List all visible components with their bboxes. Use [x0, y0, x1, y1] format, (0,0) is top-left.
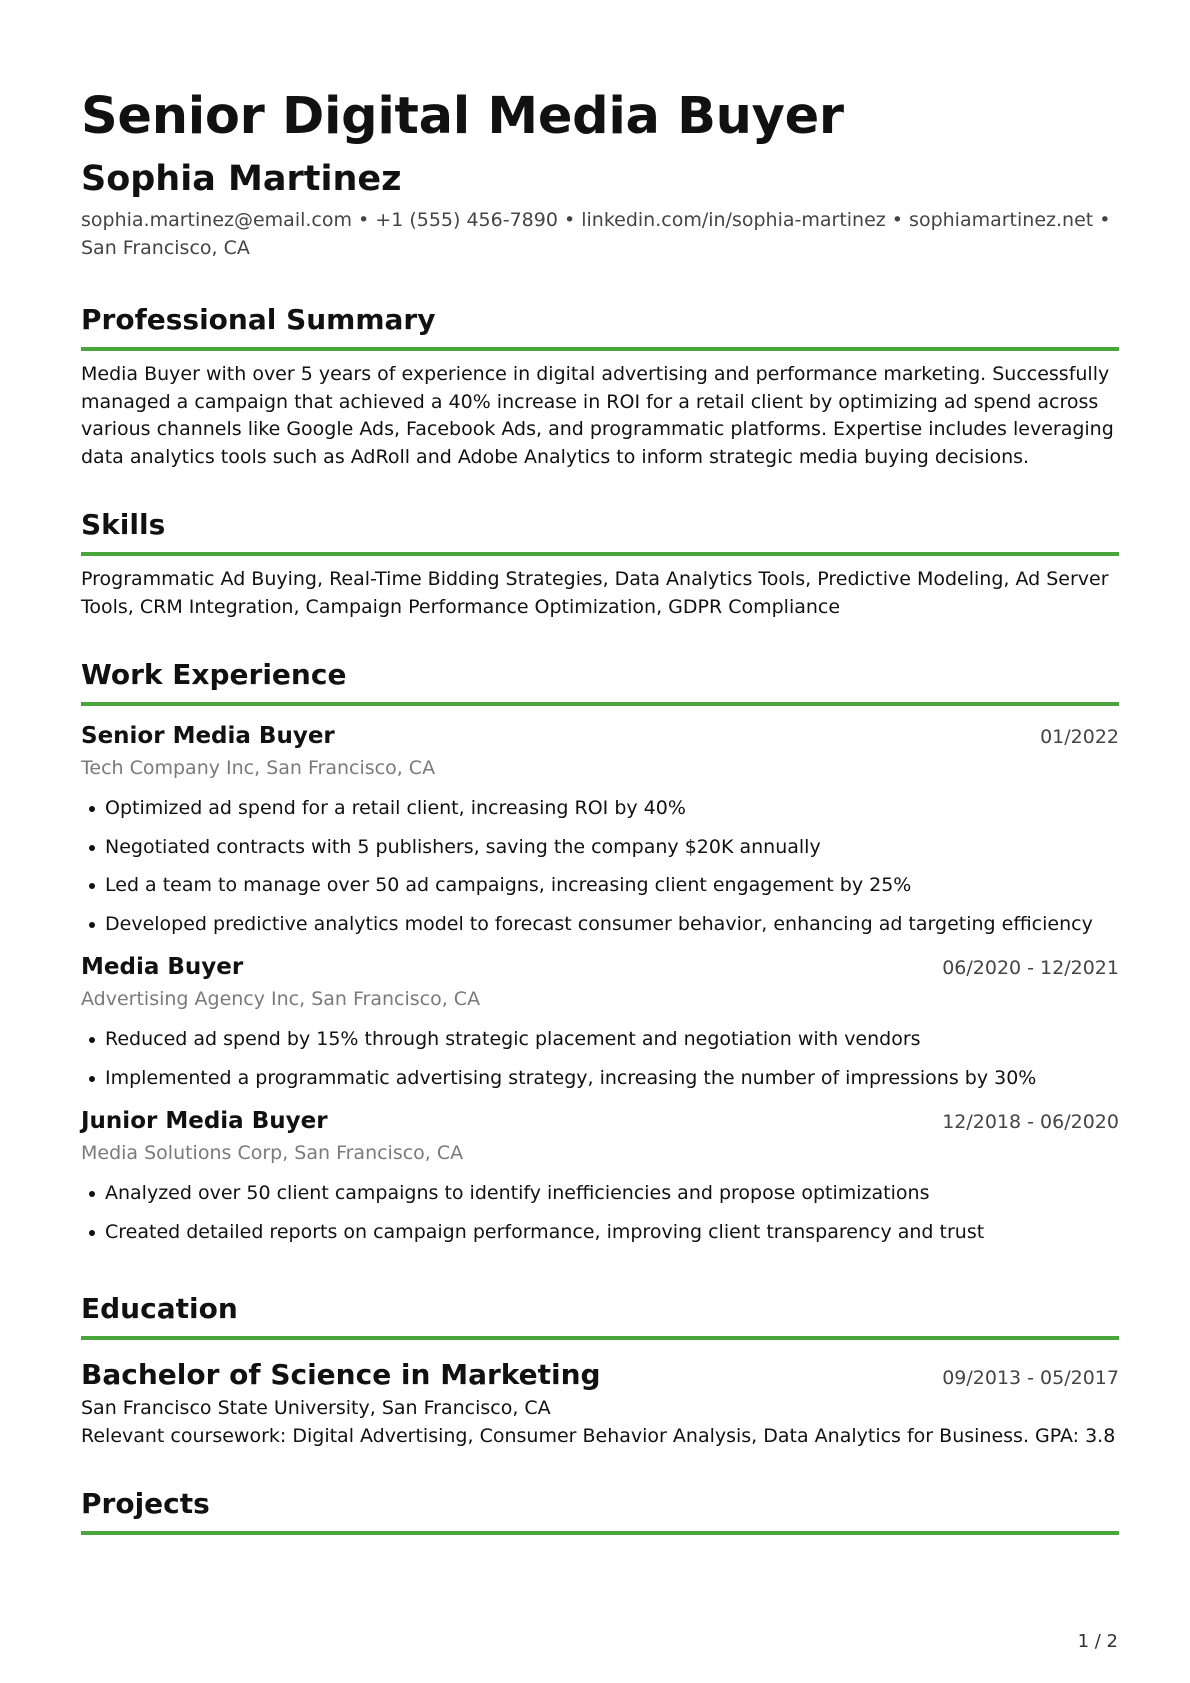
bullet-item — [81, 866, 1119, 905]
section-heading-experience: Work Experience — [81, 655, 1119, 706]
job-bullets — [81, 1174, 1119, 1251]
bullet-icon — [89, 845, 95, 851]
person-name: Sophia Martinez — [81, 159, 402, 199]
bullet-item — [81, 828, 1119, 867]
section-heading-projects: Projects — [81, 1484, 1119, 1535]
job-bullets — [81, 789, 1119, 943]
job-title: Senior Media Buyer — [81, 723, 335, 749]
job-date: 06/2020 - 12/2021 — [942, 957, 1119, 979]
education-degree: Bachelor of Science in Marketing — [81, 1358, 601, 1391]
skills-section — [81, 505, 1119, 621]
section-heading-summary: Professional Summary — [81, 300, 1119, 351]
bullet-icon — [89, 1230, 95, 1236]
education-section — [81, 1289, 1119, 1450]
education-school: San Francisco State University, San Francisco, CA — [81, 1397, 551, 1419]
bullet-text: Optimized ad spend for a retail client, increasing ROI by 40% — [105, 797, 686, 819]
job-entry — [81, 720, 1119, 943]
job-entry — [81, 1105, 1119, 1251]
job-title: Media Buyer — [81, 954, 244, 980]
bullet-text: Developed predictive analytics model to forecast consumer behavior, enhancing ad targeting efficiency — [105, 912, 1093, 935]
job-date: 12/2018 - 06/2020 — [942, 1111, 1119, 1133]
bullet-text: Created detailed reports on campaign performance, improving client transparency and trust — [105, 1220, 985, 1243]
bullet-icon — [89, 1037, 95, 1043]
resume-page — [81, 84, 1119, 1545]
job-bullets — [81, 1020, 1119, 1097]
bullet-icon — [89, 1191, 95, 1197]
page-number: 1 / 2 — [1077, 1631, 1118, 1652]
bullet-icon — [89, 922, 95, 928]
job-company: Advertising Agency Inc, San Francisco, CA — [81, 988, 481, 1010]
job-header — [81, 951, 1119, 983]
skills-text: Programmatic Ad Buying, Real-Time Bidding Strategies, Data Analytics Tools, Predictive Modeling, Ad Server Tools, CRM Integration, Campaign Performance Optimization, GDPR Compliance — [81, 568, 1109, 618]
bullet-icon — [89, 883, 95, 889]
bullet-text: Analyzed over 50 client campaigns to identify inefficiencies and propose optimizations — [105, 1182, 930, 1204]
education-date: 09/2013 - 05/2017 — [942, 1367, 1119, 1389]
bullet-text: Implemented a programmatic advertising strategy, increasing the number of impressions by 30% — [105, 1066, 1037, 1089]
section-heading-education: Education — [81, 1289, 1119, 1340]
bullet-item — [81, 1213, 1119, 1252]
document-title: Senior Digital Media Buyer — [81, 87, 844, 146]
job-header — [81, 1105, 1119, 1137]
bullet-item — [81, 1020, 1119, 1059]
education-header — [81, 1356, 1119, 1394]
bullet-item — [81, 1059, 1119, 1098]
bullet-item — [81, 1174, 1119, 1213]
job-entry — [81, 951, 1119, 1097]
projects-section — [81, 1484, 1119, 1535]
section-heading-skills: Skills — [81, 505, 1119, 556]
contact-line: sophia.martinez@email.com • +1 (555) 456-7890 • linkedin.com/in/sophia-martinez • sophiamartinez.net • San Francisco, CA — [81, 209, 1111, 259]
job-company: Media Solutions Corp, San Francisco, CA — [81, 1142, 464, 1164]
bullet-icon — [89, 806, 95, 812]
bullet-text: Led a team to manage over 50 ad campaigns, increasing client engagement by 25% — [105, 874, 912, 896]
bullet-text: Reduced ad spend by 15% through strategic placement and negotiation with vendors — [105, 1028, 921, 1050]
job-date: 01/2022 — [1040, 726, 1119, 748]
job-title: Junior Media Buyer — [81, 1108, 328, 1134]
education-details: Relevant coursework: Digital Advertising, Consumer Behavior Analysis, Data Analytics for Business. GPA: 3.8 — [81, 1425, 1116, 1447]
bullet-item — [81, 789, 1119, 828]
job-company: Tech Company Inc, San Francisco, CA — [81, 757, 436, 779]
experience-section — [81, 655, 1119, 1251]
summary-text: Media Buyer with over 5 years of experience in digital advertising and performance marketing. Successfully managed a campaign that achieved a 40% increase in ROI for a retail client by optimizing ad spend across various channels like Google Ads, Facebook Ads, and programmatic platforms. Expertise includes leveraging data analytics tools such as AdRoll and Adobe Analytics to inform strategic media buying decisions. — [81, 363, 1114, 468]
bullet-text: Negotiated contracts with 5 publishers, saving the company $20K annually — [105, 835, 821, 858]
bullet-icon — [89, 1076, 95, 1082]
summary-section — [81, 300, 1119, 471]
job-header — [81, 720, 1119, 752]
bullet-item — [81, 905, 1119, 944]
